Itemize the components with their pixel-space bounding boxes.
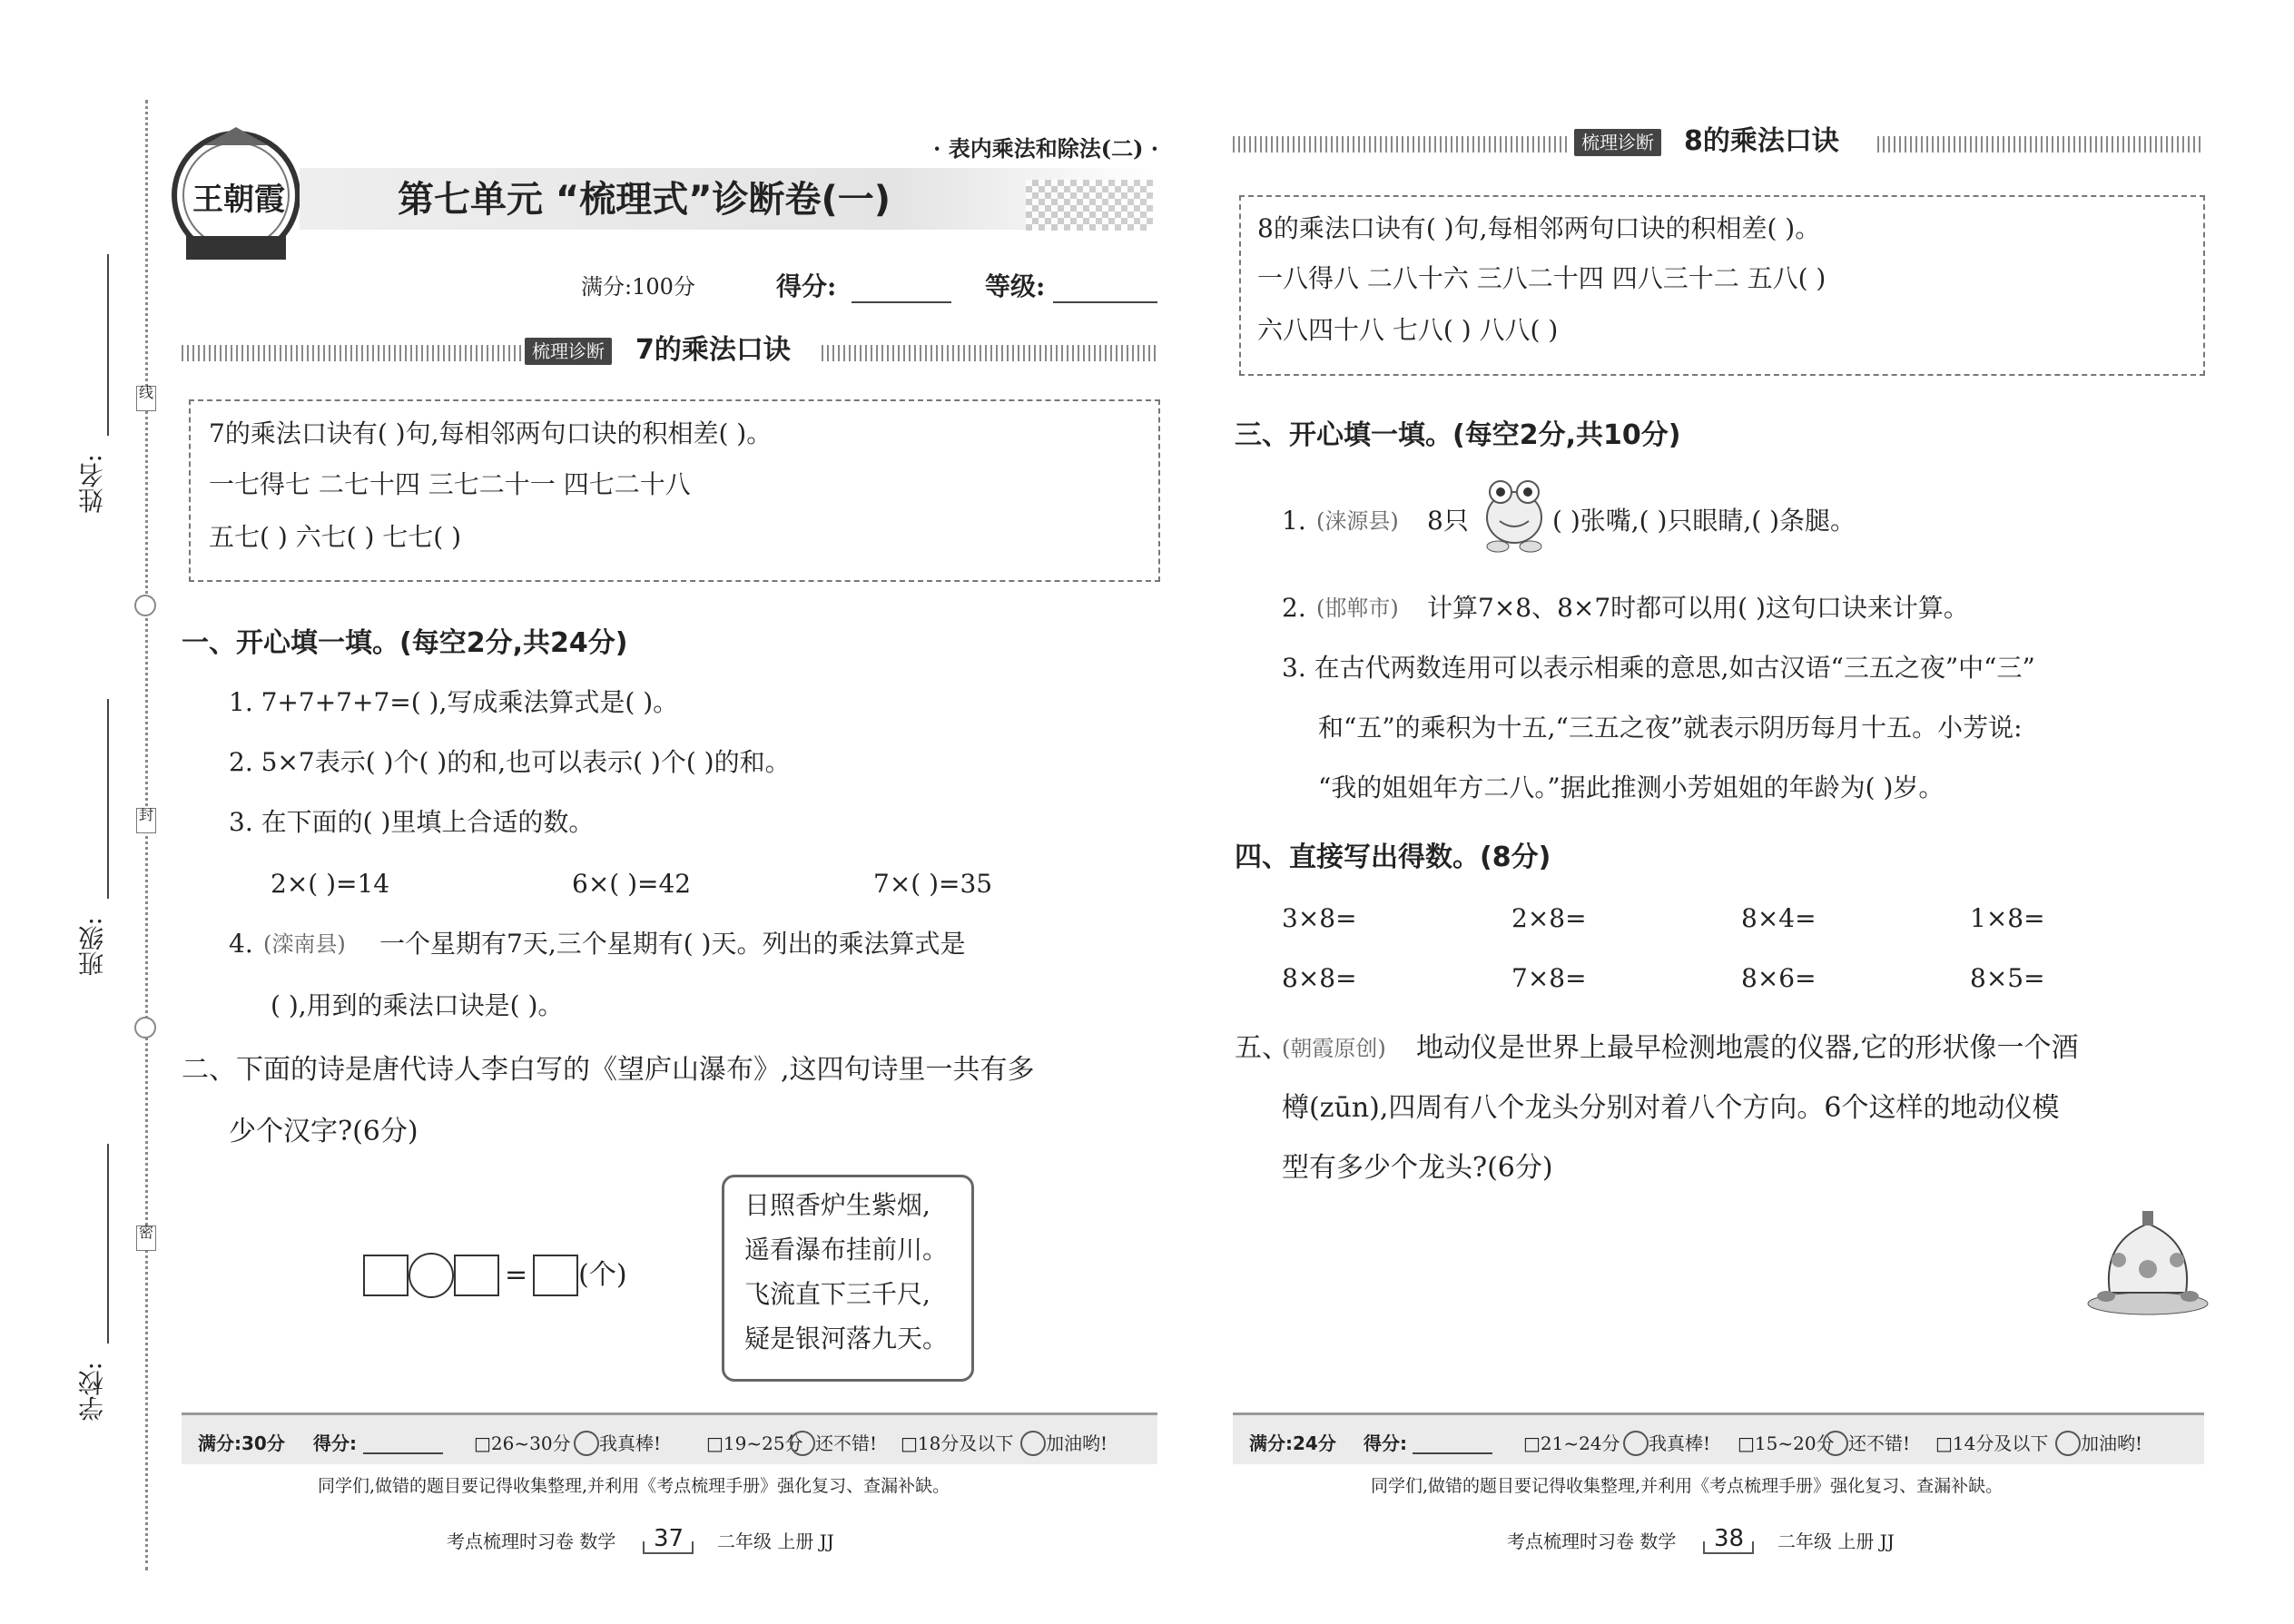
section-bar-right <box>1877 136 2204 153</box>
footer-book-left: 考点梳理时习卷 数学 <box>447 1530 616 1552</box>
smile-face-icon <box>574 1431 599 1456</box>
answer-box-3[interactable] <box>533 1255 578 1296</box>
bar-full-score: 满分:24分 <box>1249 1432 1336 1454</box>
q3-1-source-tag: (涞源县) <box>1316 508 1399 534</box>
calc-2-4: 8×5= <box>1970 963 2045 993</box>
review-tag: 梳理诊断 <box>1574 129 1661 156</box>
footer-note-right: 同学们,做错的题目要记得收集整理,并利用《考点梳理手册》强化复习、查漏补缺。 <box>1371 1476 2004 1496</box>
bar-option-3-text: 加油哟! <box>1046 1432 1108 1454</box>
footer-grade-left: 二年级 上册 JJ <box>717 1530 834 1552</box>
bar-option-3-text: 加油哟! <box>2081 1432 2143 1454</box>
section-1-title: 一、开心填一填。(每空2分,共24分) <box>182 627 628 659</box>
q1-1: 1. 7+7+7+7=( ),写成乘法算式是( )。 <box>229 687 679 717</box>
bar-option-1-text: 我真棒! <box>599 1432 662 1454</box>
review-line-2: 一七得七 二七十四 三七二十一 四七二十八 <box>209 469 691 499</box>
page-number-37: 37 <box>654 1525 684 1552</box>
q3-1-text: ( )张嘴,( )只眼睛,( )条腿。 <box>1552 506 1856 536</box>
bar-option-3[interactable]: □14分及以下 <box>1935 1432 2049 1454</box>
logo-text: 王朝霞 <box>192 182 285 218</box>
class-label: 班级: <box>77 917 107 977</box>
seal-char-line: 线 <box>136 386 156 411</box>
footer-grade-right: 二年级 上册 JJ <box>1777 1530 1895 1552</box>
name-label: 姓名: <box>77 454 107 514</box>
bar-option-1[interactable]: □26~30分 <box>474 1432 571 1454</box>
review-title: 7的乘法口诀 <box>635 334 791 366</box>
calc-2-3: 8×6= <box>1741 963 1816 993</box>
bar-option-2-text: 还不错! <box>815 1432 878 1454</box>
section-2-line-2: 少个汉字?(6分) <box>229 1116 418 1147</box>
calc-1-3: 8×4= <box>1741 903 1816 933</box>
review-tag: 梳理诊断 <box>525 338 612 365</box>
q1-4-line-2: ( ),用到的乘法口诀是( )。 <box>271 990 564 1020</box>
score-input[interactable] <box>852 278 951 303</box>
poem-line-1: 日照香炉生紫烟, <box>744 1190 930 1220</box>
page-number-38: 38 <box>1714 1525 1745 1552</box>
neutral-face-icon <box>1823 1431 1848 1456</box>
calc-1-2: 2×8= <box>1511 903 1587 933</box>
page-number-bracket <box>643 1541 694 1554</box>
bar-option-1-text: 我真棒! <box>1649 1432 1711 1454</box>
grade-label: 等级: <box>985 271 1046 301</box>
review-line-2: 一八得八 二八十六 三八二十四 四八三十二 五八( ) <box>1257 263 1826 293</box>
calc-2-2: 7×8= <box>1511 963 1587 993</box>
answer-box-2[interactable] <box>454 1255 499 1296</box>
q1-2: 2. 5×7表示( )个( )的和,也可以表示( )个( )的和。 <box>229 747 791 777</box>
cheer-face-icon <box>2055 1431 2081 1456</box>
poem-line-4: 疑是银河落九天。 <box>744 1324 949 1353</box>
bar-score-input[interactable] <box>1413 1436 1492 1454</box>
poem-line-3: 飞流直下三千尺, <box>744 1279 930 1309</box>
section-5-line-2: 樽(zūn),四周有八个龙头分别对着八个方向。6个这样的地动仪模 <box>1282 1092 2060 1124</box>
page-number-bracket <box>1703 1541 1754 1554</box>
grade-input[interactable] <box>1053 278 1157 303</box>
q3-1-number: 1. <box>1282 506 1306 536</box>
subject-tag: · 表内乘法和除法(二) · <box>933 135 1159 162</box>
page-title: 第七单元 “梳理式”诊断卷(一) <box>398 179 891 221</box>
equation-unit: (个) <box>578 1259 627 1291</box>
q3-1-count: 8只 <box>1427 506 1469 536</box>
calc-1-1: 3×8= <box>1282 903 1357 933</box>
section-2-line-1: 二、下面的诗是唐代诗人李白写的《望庐山瀑布》,这四句诗里一共有多 <box>182 1054 1035 1086</box>
section-bar-left <box>182 345 522 361</box>
bar-full-score: 满分:30分 <box>198 1432 285 1454</box>
binding-dotted-line <box>145 100 148 1570</box>
calc-2-1: 8×8= <box>1282 963 1357 993</box>
name-field[interactable] <box>107 254 109 436</box>
full-score: 满分:100分 <box>581 274 695 300</box>
seal-char-seal: 封 <box>136 808 156 833</box>
section-4-title: 四、直接写出得数。(8分) <box>1235 842 1551 873</box>
binding-hole-icon <box>134 1017 156 1038</box>
section-5-number: 五、 <box>1235 1032 1289 1064</box>
q1-4-line-1: 一个星期有7天,三个星期有( )天。列出的乘法算式是 <box>379 929 966 959</box>
section-bar-left <box>1233 136 1569 153</box>
school-field[interactable] <box>107 1144 109 1343</box>
q3-3-line-3: “我的姐姐年方二八。”据此推测小芳姐姐的年龄为( )岁。 <box>1318 773 1944 802</box>
footer-note-left: 同学们,做错的题目要记得收集整理,并利用《考点梳理手册》强化复习、查漏补缺。 <box>318 1476 950 1496</box>
poem-line-2: 遥看瀑布挂前川。 <box>744 1235 949 1265</box>
checker-pattern <box>1026 180 1153 231</box>
section-5-source-tag: (朝霞原创) <box>1282 1036 1386 1061</box>
q3-3-line-2: 和“五”的乘积为十五,“三五之夜”就表示阴历每月十五。小芳说: <box>1318 713 2023 743</box>
section-3-title: 三、开心填一填。(每空2分,共10分) <box>1235 419 1681 451</box>
q1-3: 3. 在下面的( )里填上合适的数。 <box>229 807 595 837</box>
review-line-3: 六八四十八 七八( ) 八八( ) <box>1257 315 1559 345</box>
q1-3-expr-1: 2×( )=14 <box>271 869 390 899</box>
bar-score-input[interactable] <box>363 1436 443 1454</box>
q3-2-source-tag: (邯郸市) <box>1316 595 1399 621</box>
answer-equation: = (个) <box>363 1253 627 1298</box>
q3-3-line-1: 3. 在古代两数连用可以表示相乘的意思,如古汉语“三五之夜”中“三” <box>1282 653 2035 683</box>
review-line-3: 五七( ) 六七( ) 七七( ) <box>209 522 462 552</box>
review-line-1: 7的乘法口诀有( )句,每相邻两句口诀的积相差( )。 <box>209 418 773 448</box>
section-bar-right <box>822 345 1157 361</box>
q3-2-number: 2. <box>1282 593 1306 623</box>
calc-1-4: 1×8= <box>1970 903 2045 933</box>
q1-3-expr-3: 7×( )=35 <box>873 869 993 899</box>
operator-circle[interactable] <box>409 1253 454 1298</box>
q1-4-source-tag: (滦南县) <box>263 931 346 957</box>
answer-box-1[interactable] <box>363 1255 409 1296</box>
seismoscope-icon <box>2084 1206 2211 1316</box>
review-title: 8的乘法口诀 <box>1684 125 1839 157</box>
bar-option-1[interactable]: □21~24分 <box>1523 1432 1620 1454</box>
smile-face-icon <box>1623 1431 1649 1456</box>
section-5-line-1: 地动仪是世界上最早检测地震的仪器,它的形状像一个酒 <box>1416 1032 2079 1064</box>
frog-icon <box>1478 472 1551 556</box>
q1-4-number: 4. <box>229 929 253 959</box>
review-line-1: 8的乘法口诀有( )句,每相邻两句口诀的积相差( )。 <box>1257 213 1821 243</box>
q3-2-text: 计算7×8、8×7时都可以用( )这句口诀来计算。 <box>1427 593 1969 623</box>
bar-score-label: 得分: <box>1364 1432 1407 1454</box>
binding-hole-icon <box>134 595 156 616</box>
bar-option-2[interactable]: □15~20分 <box>1738 1432 1835 1454</box>
score-label: 得分: <box>776 271 837 301</box>
footer-book-right: 考点梳理时习卷 数学 <box>1507 1530 1677 1552</box>
bar-option-2[interactable]: □19~25分 <box>706 1432 803 1454</box>
school-label: 学校: <box>77 1362 107 1422</box>
cheer-face-icon <box>1020 1431 1046 1456</box>
q1-3-expr-2: 6×( )=42 <box>572 869 692 899</box>
class-field[interactable] <box>107 699 109 899</box>
section-5-line-3: 型有多少个龙头?(6分) <box>1282 1152 1553 1184</box>
bar-score-label: 得分: <box>313 1432 357 1454</box>
neutral-face-icon <box>790 1431 815 1456</box>
bar-option-3[interactable]: □18分及以下 <box>901 1432 1014 1454</box>
seal-char-secret: 密 <box>136 1225 156 1251</box>
bar-option-2-text: 还不错! <box>1848 1432 1911 1454</box>
